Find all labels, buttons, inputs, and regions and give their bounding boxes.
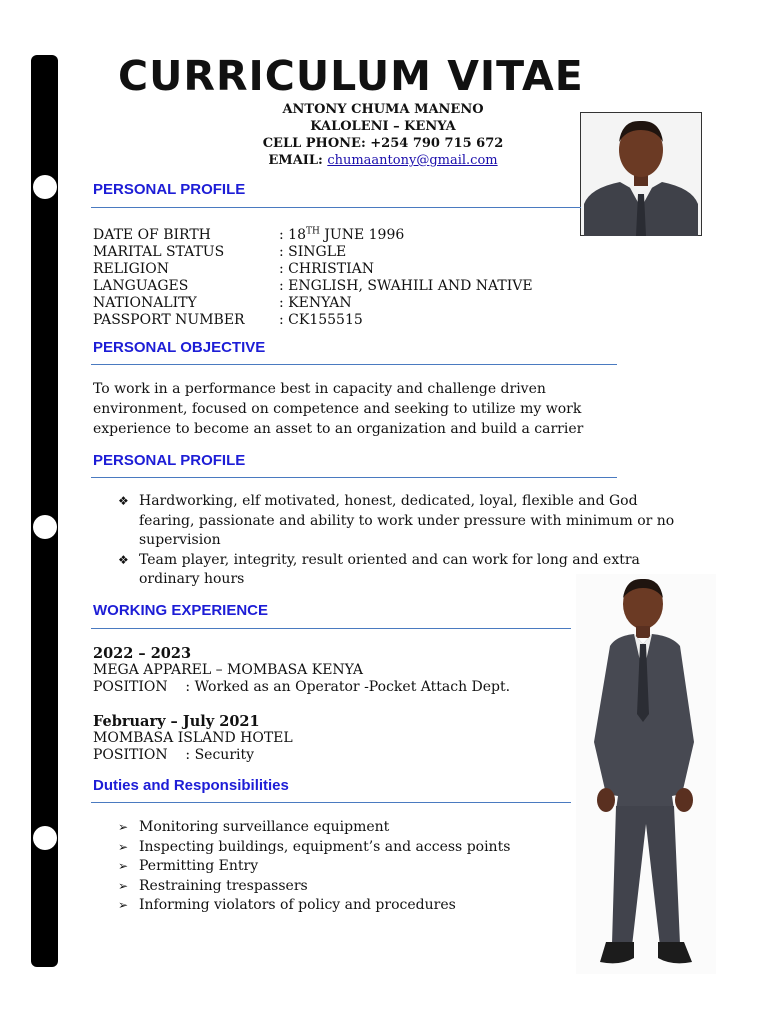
list-item: ➢ Inspecting buildings, equipment’s and access points: [118, 838, 510, 858]
detail-value: : CK155515: [279, 311, 363, 328]
detail-row: [93, 223, 533, 244]
section-divider: [91, 207, 581, 208]
email-link[interactable]: chumaantony@gmail.com: [327, 153, 498, 168]
arrow-bullet-icon: ➢: [118, 878, 129, 893]
list-item: ❖ Hardworking, elf motivated, honest, dedicated, loyal, flexible and God fearing, passionate and ability to work under pressure with minimum or no supervision: [118, 493, 675, 548]
email-line: [228, 152, 538, 169]
section-divider: [91, 802, 571, 803]
job-entry: [93, 645, 510, 696]
detail-label: MARITAL STATUS: [93, 243, 225, 260]
detail-row: [93, 244, 533, 261]
duties-heading: Duties and Responsibilities: [93, 777, 289, 794]
contact-block: [228, 101, 538, 169]
candidate-name: ANTONY CHUMA MANENO: [282, 102, 484, 117]
list-item: ➢ Permitting Entry: [118, 857, 510, 877]
document-title: CURRICULUM VITAE: [118, 52, 584, 100]
job-employer: MOMBASA ISLAND HOTEL: [93, 730, 293, 746]
detail-value: : CHRISTIAN: [279, 260, 374, 277]
diamond-bullet-icon: ❖: [118, 494, 129, 508]
objective-heading: PERSONAL OBJECTIVE: [93, 339, 266, 356]
timeline-dot: [33, 515, 57, 539]
detail-value: : 18TH JUNE 1996: [279, 226, 405, 243]
job-position: POSITION : Security: [93, 747, 255, 763]
detail-row: [93, 261, 533, 278]
section-divider: [91, 364, 617, 365]
duties-list: [118, 818, 510, 916]
experience-heading: WORKING EXPERIENCE: [93, 602, 269, 619]
section-divider: [91, 477, 617, 478]
arrow-bullet-icon: ➢: [118, 859, 129, 873]
list-item: ❖ Team player, integrity, result oriented and can work for long and extra ordinary hours: [118, 551, 640, 587]
list-item: ➢ Monitoring surveillance equipment: [118, 818, 510, 838]
diamond-bullet-icon: ❖: [118, 552, 129, 567]
detail-label: RELIGION: [93, 260, 170, 277]
headshot-photo: [580, 112, 702, 236]
job-position: POSITION : Worked as an Operator -Pocket Attach Dept.: [93, 679, 511, 695]
detail-row: [93, 295, 533, 312]
list-item: ➢ Restraining trespassers: [118, 877, 510, 897]
job-entry: [93, 713, 293, 764]
email-label: EMAIL:: [268, 153, 323, 168]
full-body-photo: [576, 574, 716, 974]
timeline-dot: [33, 175, 57, 199]
profile-traits-heading: PERSONAL PROFILE: [93, 452, 246, 469]
arrow-bullet-icon: ➢: [118, 839, 129, 854]
job-employer: MEGA APPAREL – MOMBASA KENYA: [93, 662, 363, 678]
detail-label: PASSPORT NUMBER: [93, 311, 245, 328]
arrow-bullet-icon: ➢: [118, 820, 129, 834]
detail-label: LANGUAGES: [93, 277, 189, 294]
detail-label: NATIONALITY: [93, 294, 197, 311]
detail-value: : ENGLISH, SWAHILI AND NATIVE: [279, 277, 533, 294]
list-item: ➢ Informing violators of policy and procedures: [118, 896, 510, 916]
section-divider: [91, 628, 571, 629]
job-period: February – July 2021: [93, 713, 260, 730]
detail-row: [93, 278, 533, 295]
detail-label: DATE OF BIRTH: [93, 226, 211, 243]
detail-value: : KENYAN: [279, 294, 352, 311]
detail-row: [93, 312, 533, 329]
profile-details: [93, 223, 533, 329]
detail-value: : SINGLE: [279, 243, 347, 260]
timeline-dot: [33, 826, 57, 850]
arrow-bullet-icon: ➢: [118, 898, 129, 912]
profile-heading: PERSONAL PROFILE: [93, 181, 246, 198]
job-period: 2022 – 2023: [93, 645, 192, 662]
candidate-location: KALOLENI – KENYA: [310, 119, 456, 134]
objective-text: To work in a performance best in capacity and challenge driven environment, focused on competence and seeking to utilize my work experience to become an asset to an organization and build a carrier: [93, 381, 584, 437]
candidate-phone: CELL PHONE: +254 790 715 672: [262, 136, 504, 151]
